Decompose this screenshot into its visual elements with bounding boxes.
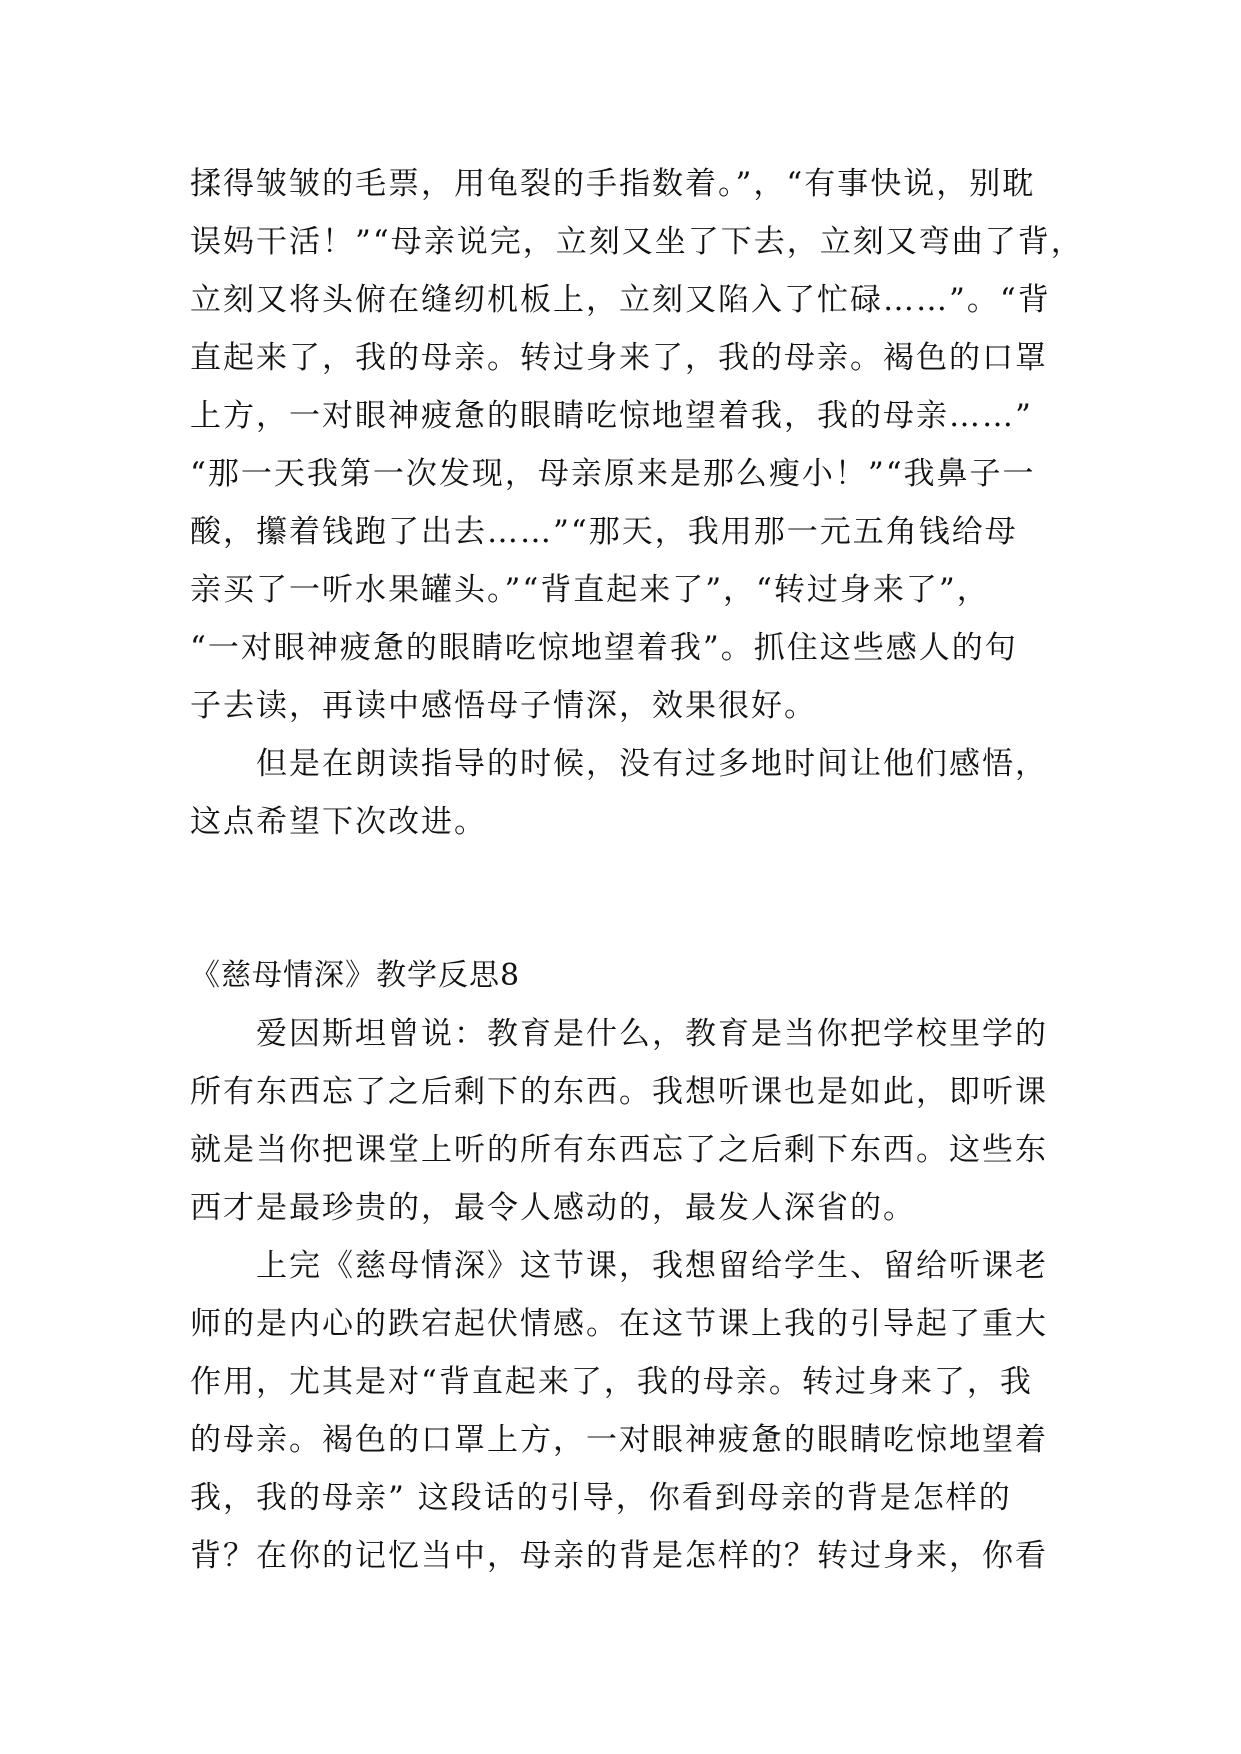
text-line: 直起来了，我的母亲。转过身来了，我的母亲。褐色的口罩 xyxy=(190,340,1048,376)
section-spacer xyxy=(190,851,1050,947)
section-title: 《慈母情深》教学反思8 xyxy=(190,958,521,993)
paragraph-block-continued xyxy=(190,155,1084,851)
text-line: 所有东西忘了之后剩下的东西。我想听课也是如此，即听课 xyxy=(190,1074,1048,1110)
text-line: 揉得皱皱的毛票，用龟裂的手指数着。”，“有事快说，别耽 xyxy=(190,166,1036,202)
paragraph-block-reflection xyxy=(190,1005,1050,1585)
text-line: 我，我的母亲” 这段话的引导，你看到母亲的背是怎样的 xyxy=(190,1480,1012,1516)
text-line: 作用，尤其是对“背直起来了，我的母亲。转过身来了，我 xyxy=(190,1364,1033,1400)
text-line: 就是当你把课堂上听的所有东西忘了之后剩下东西。这些东 xyxy=(190,1132,1048,1168)
text-line: 师的是内心的跌宕起伏情感。在这节课上我的引导起了重大 xyxy=(190,1306,1048,1342)
text-line: 但是在朗读指导的时候，没有过多地时间让他们感悟， xyxy=(190,746,1048,782)
document-body xyxy=(190,155,1084,1585)
text-line: 立刻又将头俯在缝纫机板上，立刻又陷入了忙碌……”。“背 xyxy=(190,282,1051,318)
text-line: 误妈干活！”“母亲说完，立刻又坐了下去，立刻又弯曲了背， xyxy=(190,224,1084,260)
text-line: 这点希望下次改进。 xyxy=(190,804,487,840)
text-line: 上完《慈母情深》这节课，我想留给学生、留给听课老 xyxy=(190,1248,1048,1284)
text-line: 西才是最珍贵的，最令人感动的，最发人深省的。 xyxy=(190,1190,916,1226)
text-line: 亲买了一听水果罐头。”“背直起来了”，“转过身来了”， xyxy=(190,572,990,608)
text-line: 酸，攥着钱跑了出去……”“那天，我用那一元五角钱给母 xyxy=(190,514,1018,550)
text-line: “那一天我第一次发现，母亲原来是那么瘦小！”“我鼻子一 xyxy=(190,456,1036,492)
text-line: “一对眼神疲惫的眼睛吃惊地望着我”。抓住这些感人的句 xyxy=(190,630,1018,666)
text-line: 上方，一对眼神疲惫的眼睛吃惊地望着我，我的母亲……” xyxy=(190,398,1033,434)
text-line: 的母亲。褐色的口罩上方，一对眼神疲惫的眼睛吃惊地望着 xyxy=(190,1422,1048,1458)
text-line: 爱因斯坦曾说：教育是什么，教育是当你把学校里学的 xyxy=(190,1016,1048,1052)
text-line: 子去读，再读中感悟母子情深，效果很好。 xyxy=(190,688,817,724)
text-line: 背？在你的记忆当中，母亲的背是怎样的？转过身来，你看 xyxy=(190,1538,1048,1574)
